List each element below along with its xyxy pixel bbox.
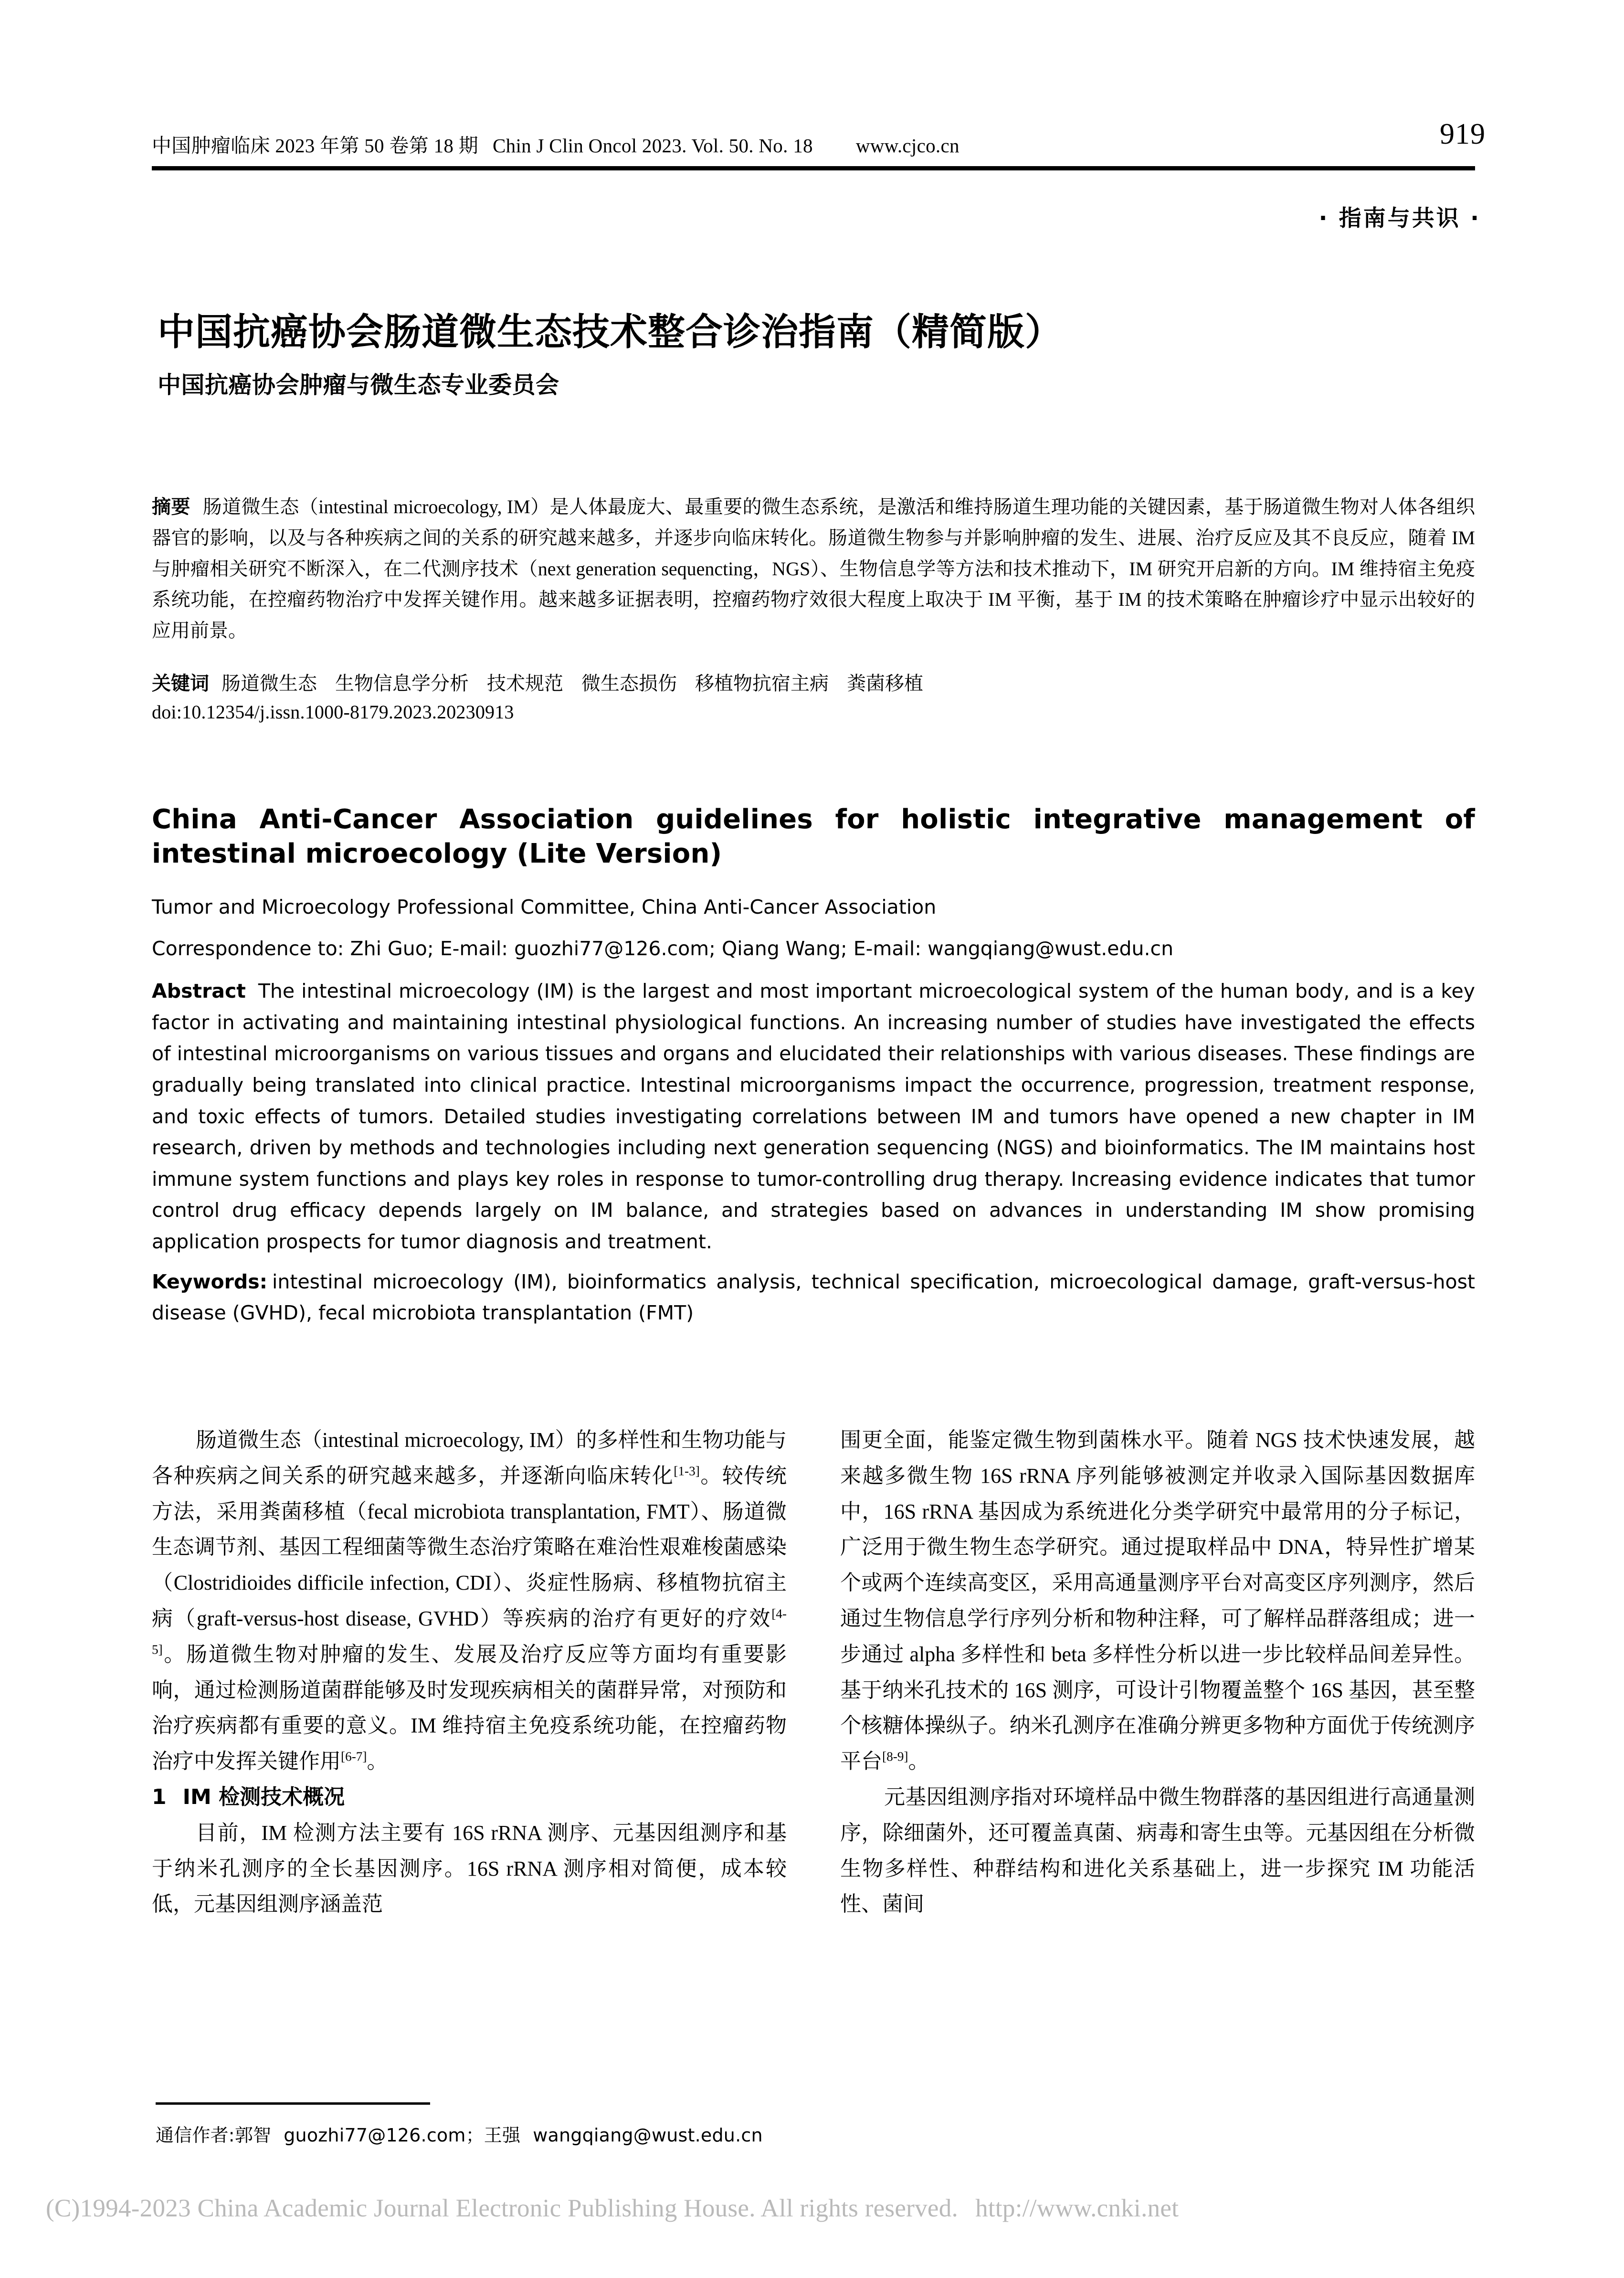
running-head-journal-cn: 中国肿瘤临床 2023 年第 50 卷第 18 期: [152, 135, 478, 157]
reference-citation[interactable]: [4-5]: [152, 1606, 787, 1657]
keyword-cn-item: 移植物抗宿主病: [695, 673, 829, 694]
footnote-rule: [156, 2102, 430, 2105]
footnote-label: 通信作者:: [156, 2125, 235, 2146]
section-heading: [152, 1780, 787, 1815]
keyword-cn-item: 粪菌移植: [847, 673, 923, 694]
body-paragraph: 元基因组测序指对环境样品中微生物群落的基因组进行高通量测序，除细菌外，还可覆盖真菌、病毒和寄生虫等。元基因组在分析微生物多样性、种群结构和进化关系基础上，进一步探究 IM 功能活性、菌间: [840, 1785, 1475, 1916]
abstract-en: [152, 976, 1475, 1257]
body-column-right: [840, 1423, 1475, 2072]
cnki-watermark: [46, 2194, 1573, 2223]
footnote-email-2[interactable]: wangqiang@wust.edu.cn: [533, 2125, 763, 2146]
committee-en: Tumor and Microecology Professional Committee, China Anti-Cancer Association: [152, 896, 937, 919]
footnote-author-1: 郭智: [234, 2125, 272, 2146]
body-text-run: 围更全面，能鉴定微生物到菌株水平。随着 NGS 技术快速发展，越来越多微生物 16S rRNA 序列能够被测定并收录入国际基因数据库中，16S rRNA 基因成为系统进化分类学研究中最常用的分子标记，广泛用于微生物生态学研究。通过提取样品中 DNA，特异性扩增某个或两个连续高变区，采用高通量测序平台对高变区序列测序，然后通过生物信息学行序列分析和物种注释，可了解样品群落组成；进一步通过 alpha 多样性和 beta 多样性分析以进一步比较样品间差异性。基于纳米孔技术的 16S 测序，可设计引物覆盖整个 16S 基因，甚至整个核糖体操纵子。纳米孔测序在准确分辨更多物种方面优于传统测序平台: [840, 1428, 1475, 1773]
running-head-website: www.cjco.cn: [855, 135, 960, 157]
keywords-en-text: intestinal microecology (IM), bioinformatics analysis, technical specification, microecological damage, graft-versus-host disease (GVHD), fecal microbiota transplantation (FMT): [152, 1270, 1475, 1325]
reference-citation[interactable]: [6-7]: [341, 1749, 367, 1764]
body-paragraph: 目前，IM 检测方法主要有 16S rRNA 测序、元基因组测序和基于纳米孔测序的全长基因测序。16S rRNA 测序相对简便，成本较低，元基因组测序涵盖范: [152, 1821, 787, 1916]
section-marker: · 指南与共识 ·: [1318, 205, 1481, 232]
keywords-cn: [152, 668, 1475, 699]
body-paragraph: [152, 1423, 787, 1780]
abstract-en-text: The intestinal microecology (IM) is the largest and most important microecological system of the human body, and is a key factor in activating and maintaining intestinal physiological functions. An increasing number of studies have investigated the effects of intestinal microorganisms on various tissues and organs and elucidated their relationships with various diseases. These findings are gradually being translated into clinical practice. Intestinal microorganisms impact the occurrence, progression, treatment response, and toxic effects of tumors. Detailed studies investigating correlations between IM and tumors have opened a new chapter in IM research, driven by methods and technologies including next generation sequencing (NGS) and bioinformatics. The IM maintains host immune system functions and plays key roles in response to tumor-controlling drug therapy. Increasing evidence indicates that tumor control drug efficacy depends largely on IM balance, and strategies based on advances in understanding IM show promising application prospects for tumor diagnosis and treatment.: [152, 980, 1475, 1253]
keyword-cn-item: 技术规范: [487, 673, 563, 694]
keyword-cn-item: 微生态损伤: [581, 673, 677, 694]
body-columns: [152, 1423, 1475, 2072]
body-text-run: 肠道微生态（intestinal microecology, IM）的多样性和生物功能与各种疾病之间关系的研究越来越多，并逐渐向临床转化: [152, 1428, 787, 1487]
body-paragraph: [840, 1423, 1475, 1780]
reference-citation[interactable]: [1-3]: [674, 1464, 700, 1478]
watermark-copyright: (C)1994-2023 China Academic Journal Electronic Publishing House. All rights reserved.: [46, 2194, 959, 2222]
page-title-en: China Anti-Cancer Association guidelines for holistic integrative management of intestinal microecology (Lite Version): [152, 804, 1475, 870]
correspondence-en: Correspondence to: Zhi Guo; E-mail: guozhi77@126.com; Qiang Wang; E-mail: wangqiang@wust.edu.cn: [152, 937, 1174, 960]
body-text-run: 。肠道微生物对肿瘤的发生、发展及治疗反应等方面均有重要影响，通过检测肠道菌群能够及时发现疾病相关的菌群异常，对预防和治疗疾病都有重要的意义。IM 维持宿主免疫系统功能，在控瘤药物治疗中发挥关键作用: [152, 1642, 787, 1773]
header-rule: [152, 166, 1475, 170]
doi-line[interactable]: doi:10.12354/j.issn.1000-8179.2023.20230913: [152, 701, 514, 723]
body-text-run: 。: [367, 1750, 388, 1773]
section-heading-title: IM 检测技术概况: [182, 1784, 345, 1809]
page-title-cn: 中国抗癌协会肠道微生态技术整合诊治指南（精简版）: [158, 311, 1063, 354]
footnote-author-2: 王强: [484, 2125, 521, 2146]
keyword-cn-item: 肠道微生态: [221, 673, 317, 694]
abstract-cn: [152, 492, 1475, 646]
body-text-run: 。较传统方法，采用粪菌移植（fecal microbiota transplantation, FMT）、肠道微生态调节剂、基因工程细菌等微生态治疗策略在难治性艰难梭菌感染（Clostridioides difficile infection, CDI）、炎症性肠病、移植物抗宿主病（graft-versus-host disease, GVHD）等疾病的治疗有更好的疗效: [152, 1464, 787, 1630]
keywords-cn-label: 关键词: [152, 673, 209, 695]
abstract-cn-text: 肠道微生态（intestinal microecology, IM）是人体最庞大、最重要的微生态系统，是激活和维持肠道生理功能的关键因素，基于肠道微生物对人体各组织器官的影响，以及与各种疾病之间的关系的研究越来越多，并逐步向临床转化。肠道微生物参与并影响肿瘤的发生、进展、治疗反应及其不良反应，随着 IM 与肿瘤相关研究不断深入，在二代测序技术（next generation sequencting，NGS）、生物信息学等方法和技术推动下，IM 研究开启新的方向。IM 维持宿主免疫系统功能，在控瘤药物治疗中发挥关键作用。越来越多证据表明，控瘤药物疗效很大程度上取决于 IM 平衡，基于 IM 的技术策略在肿瘤诊疗中显示出较好的应用前景。: [152, 496, 1476, 642]
footnote-email-1[interactable]: guozhi77@126.com；: [284, 2125, 484, 2146]
abstract-en-label: Abstract: [152, 980, 246, 1003]
keyword-cn-item: 生物信息学分析: [335, 673, 469, 694]
english-block: [152, 780, 1475, 1329]
page-number: 919: [1440, 118, 1486, 150]
body-text-run: 。: [908, 1750, 929, 1773]
reference-citation[interactable]: [8-9]: [882, 1749, 908, 1764]
watermark-url: http://www.cnki.net: [975, 2194, 1179, 2222]
footnote-correspondence: [156, 2120, 1110, 2147]
abstract-cn-label: 摘要: [152, 496, 190, 518]
section-heading-number: 1: [152, 1784, 167, 1809]
body-column-left: [152, 1423, 787, 2072]
keywords-en-label: Keywords:: [152, 1270, 267, 1293]
running-head-journal-en: Chin J Clin Oncol 2023. Vol. 50. No. 18: [493, 135, 813, 157]
running-head: [152, 130, 1474, 158]
authors-cn: 中国抗癌协会肿瘤与微生态专业委员会: [158, 371, 559, 399]
keywords-en: [152, 1266, 1475, 1329]
